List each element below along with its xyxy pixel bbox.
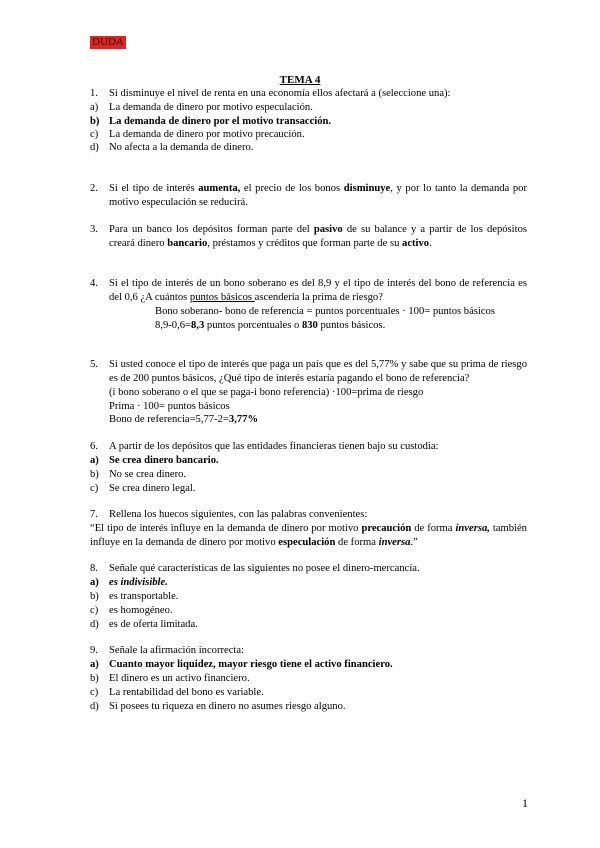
question-text: Si usted conoce el tipo de interés que paga un país que es del 5,77% y sabe que su prima de riesgo es de 200 puntos básicos, ¿Qué tipo de interés estaría pagando el bono de referencia? [109,359,527,384]
question-text: Señale qué características de las siguientes no posee el dinero-mercancía. [109,563,420,574]
option-1c: c) La demanda de dinero por motivo precaución. [90,129,305,140]
question-text: Señale la afirmación incorrecta: [109,645,244,656]
question-number: 3. [90,224,98,235]
option-6c: c) Se crea dinero legal. [90,483,196,494]
fill-in-answer: “El tipo de interés influye en la demanda de dinero por motivo precaución de forma inversa, también influye en la demanda de dinero por motivo especulación de forma inversa.” [90,523,527,548]
answer-line: 8,9-0,6=8,3 puntos porcentuales o 830 puntos básicos. [155,320,386,331]
answer-line: Bono de referencia=5,77-2=3,77% [109,414,259,425]
option-9d: d) Si posees tu riqueza en dinero no asumes riesgo alguno. [90,701,346,712]
question-6 [90,440,527,454]
question-5 [90,358,527,386]
page-number: 1 [522,796,528,810]
question-9 [90,644,527,658]
underlined-term: puntos básicos [189,292,255,303]
question-text: Si el tipo de interés aumenta, el precio de los bonos disminuye, y por lo tanto la demanda por motivo especulación se reducirá. [109,183,527,208]
question-number: 5. [90,359,98,370]
question-4 [90,277,527,305]
option-9a: a) Cuanto mayor liquidez, mayor riesgo tiene el activo financiero. [90,659,393,670]
question-7 [90,508,527,522]
question-1 [90,87,527,101]
option-9b: b) El dinero es un activo financiero. [90,673,250,684]
question-number: 6. [90,441,98,452]
option-1d: d) No afecta a la demanda de dinero. [90,142,254,153]
option-6a: a) Se crea dinero bancario. [90,455,219,466]
duda-label: DUDA [92,36,124,48]
option-1a: a) La demanda de dinero por motivo especulación. [90,102,313,113]
option-6b: b) No se crea dinero. [90,469,187,480]
question-text: Para un banco los depósitos forman parte del pasivo de su balance y a partir de los depósitos creará dinero bancario, préstamos y créditos que forman parte de su activo. [109,224,527,249]
question-number: 8. [90,563,98,574]
question-text: Si el tipo de interés de un bono soberano es del 8,9 y el tipo de interés del bono de referencia es del 0,6 ¿A cuántos puntos básicos ascendería la prima de riesgo? [109,278,527,303]
question-text: A partir de los depósitos que las entidades financieras tienen bajo su custodia: [109,441,439,452]
page-title: TEMA 4 [279,74,321,86]
question-number: 4. [90,278,98,289]
answer-line: Bono soberano- bono de referencia = puntos porcentuales · 100= puntos básicos [155,306,495,317]
option-9c: c) La rentabilidad del bono es variable. [90,687,264,698]
answer-line: Prima · 100= puntos básicos [109,401,230,412]
option-8b: b) es transportable. [90,591,179,602]
question-3 [90,223,527,251]
question-text: Si disminuye el nivel de renta en una economía ellos afectará a (seleccione una): [109,88,451,99]
answer-line: (i bono soberano o el que se paga-i bono referencia) ·100=prima de riesgo [109,387,424,398]
option-1b: b) La demanda de dinero por el motivo transacción. [90,116,332,127]
option-8c: c) es homogéneo. [90,605,173,616]
option-8d: d) es de oferta limitada. [90,619,198,630]
question-number: 2. [90,183,98,194]
question-text: Rellena los huecos siguientes, con las palabras convenientes: [109,509,368,520]
option-8a: a) es indivisible. [90,577,168,588]
question-8 [90,562,527,576]
question-number: 9. [90,645,98,656]
question-number: 1. [90,88,98,99]
question-number: 7. [90,509,98,520]
question-2 [90,182,527,210]
